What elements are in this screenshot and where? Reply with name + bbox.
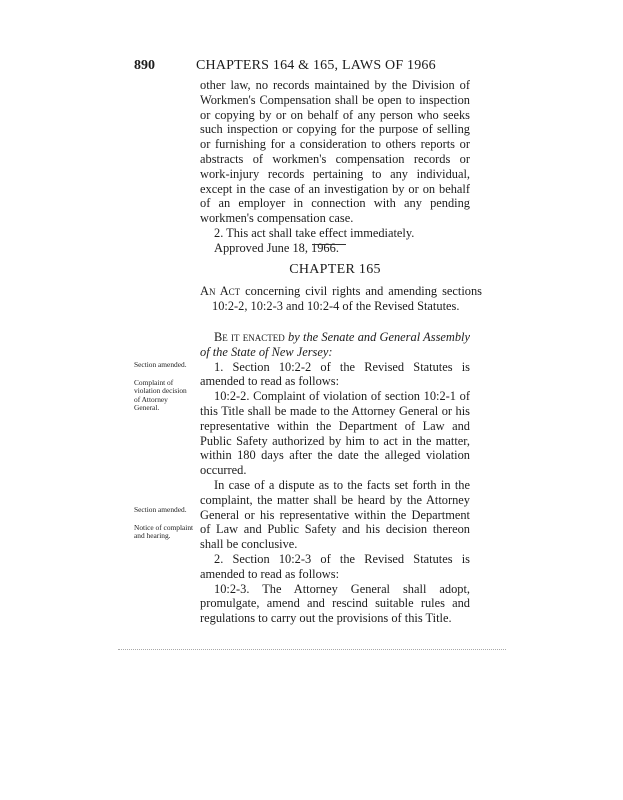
margin-note-complaint-decision: Complaint of violation decision of Attorney General. — [134, 378, 187, 413]
enacting-text: by the Senate and General Assembly of the State of New Jersey: — [200, 330, 470, 359]
section-divider-rule — [312, 244, 346, 245]
running-head: CHAPTERS 164 & 165, LAWS OF 1966 — [196, 58, 436, 73]
margin-note-section-amended-1: Section amended. — [134, 360, 187, 369]
section-10-2-2-paragraph-1: 10:2-2. Complaint of violation of section 10:2-1 of this Title shall be made to the Attorney General or his representative within the Department of Law and Public Safety authorized by him to act in the matter, within 180 days after the date the alleged violation occurred. — [200, 389, 470, 478]
chapter-165-title — [200, 284, 482, 314]
section-10-2-2-paragraph-2: In case of a dispute as to the facts set forth in the complaint, the matter shall be heard by the Attorney General or his representative within the Department of Law and Public Safety and his decision thereon shall be conclusive. — [200, 477, 470, 552]
section-10-2-3-paragraph: 10:2-3. The Attorney General shall adopt, promulgate, amend and rescind suitable rules and regulations to carry out the provisions of this Title. — [200, 581, 470, 626]
chapter-164-section-2: 2. This act shall take effect immediately. — [214, 225, 415, 240]
chapter-165-heading: CHAPTER 165 — [289, 262, 381, 277]
page-number: 890 — [134, 58, 155, 73]
title-text: concerning civil rights and amending sections 10:2-2, 10:2-3 and 10:2-4 of the Revised Statutes. — [212, 284, 482, 313]
chapter-164-continuation — [200, 78, 470, 256]
approval-date: Approved June 18, 1966. — [214, 240, 339, 255]
enacting-lead: Be it enacted — [214, 330, 285, 344]
enacting-clause — [200, 330, 470, 360]
title-lead: An Act — [200, 284, 241, 298]
section-2-intro: 2. Section 10:2-3 of the Revised Statutes is amended to read as follows: — [200, 551, 470, 581]
margin-note-section-amended-2: Section amended. — [134, 505, 187, 514]
scan-artifact-line — [118, 649, 506, 650]
chapter-165-body — [200, 330, 470, 626]
continuation-paragraph: other law, no records maintained by the Division of Workmen's Compensation shall be open to inspection or copying by or on behalf of any person who seeks such inspection or copying for the purpose of selling or furnishing for a consideration to others reports or abstracts of workmen's compensation records or work-injury records pertaining to any individual, except in the case of an investigation by or on behalf of an employer in connection with any pending workmen's compensation case. — [200, 78, 470, 226]
section-1-intro: 1. Section 10:2-2 of the Revised Statutes is amended to read as follows: — [200, 359, 470, 389]
margin-note-notice-hearing: Notice of complaint and hearing. — [134, 523, 194, 541]
